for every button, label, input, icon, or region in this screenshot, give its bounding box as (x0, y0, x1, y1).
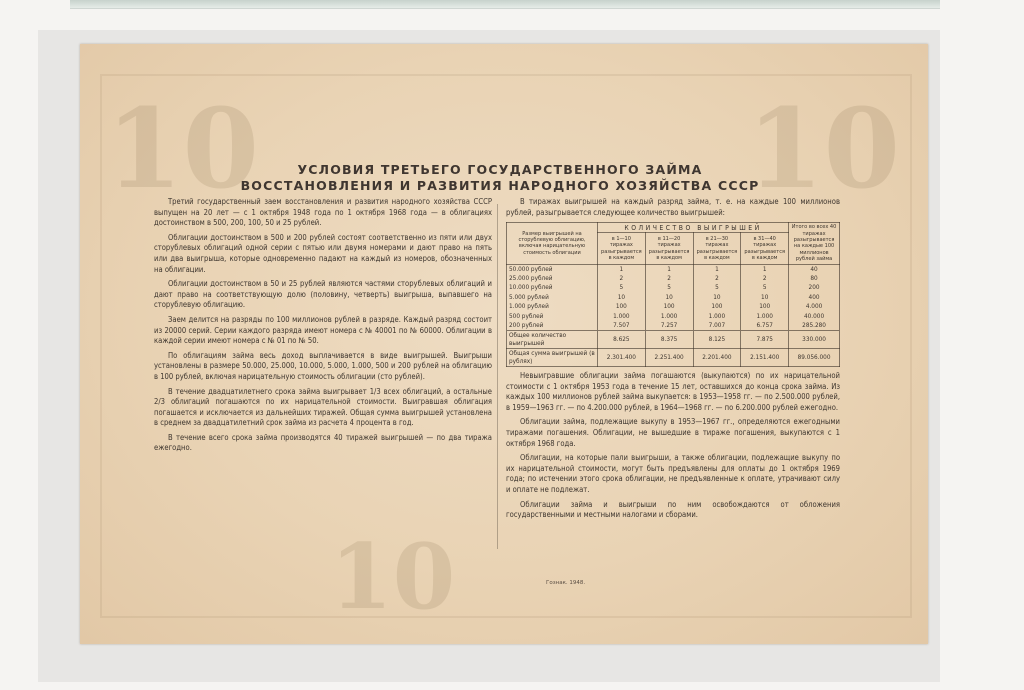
prize-table-row (507, 283, 840, 292)
prize-count-cell: 5 (741, 283, 789, 292)
prize-count-cell: 1.000 (693, 312, 741, 321)
document-title (230, 162, 770, 194)
prize-count-cell: 10 (645, 293, 693, 302)
right-intro: В тиражах выигрышей на каждый разряд займа, т. е. на каждые 100 миллионов рублей, разыгрывается следующее количество выигрышей: (506, 197, 840, 217)
prize-count-cell: 4.000 (789, 302, 840, 311)
prize-count-cell: 2 (598, 274, 646, 283)
prize-table-row (507, 302, 840, 311)
count-value: 8.625 (598, 331, 646, 349)
prize-table-row (507, 321, 840, 331)
prize-table-row (507, 264, 840, 274)
prize-count-cell: 2 (741, 274, 789, 283)
prize-count-cell: 1 (741, 264, 789, 274)
prize-table-col-header: в 21—30 тиражах разыгрывается в каждом (693, 233, 741, 264)
sum-value: 2.201.400 (693, 349, 741, 367)
prize-count-cell: 1.000 (598, 312, 646, 321)
bond-reverse-sheet (80, 44, 928, 644)
prize-count-cell: 285.280 (789, 321, 840, 331)
show-through-numeral-bottom: 10 (330, 524, 456, 630)
count-value: 330.000 (789, 331, 840, 349)
prize-table-corner-header: Размер выигрышей на сторублевую облигацию, включая нарицательную стоимость облигации (507, 223, 598, 264)
show-through-numeral-left: 10 (106, 84, 260, 213)
prize-amount-label: 10.000 рублей (507, 283, 598, 292)
left-paragraph: По облигациям займа весь доход выплачивается в виде выигрышей. Выигрыши установлены в размере 50.000, 25.000, 10.000, 5.000, 1.000, 500 и 200 рублей на облигацию в 100 рублей, включая нарицательную стоимость облигации (сто рублей). (154, 350, 492, 381)
prize-count-cell: 40.000 (789, 312, 840, 321)
prize-count-cell: 7.507 (598, 321, 646, 331)
prize-count-cell: 1.000 (645, 312, 693, 321)
sum-value: 2.301.400 (598, 349, 646, 367)
count-value: 8.375 (645, 331, 693, 349)
prize-table-col-header: в 1—10 тиражах разыгрывается в каждом (598, 233, 646, 264)
prize-count-cell: 100 (741, 302, 789, 311)
count-label: Общее количество выигрышей (507, 331, 598, 349)
prize-count-cell: 100 (598, 302, 646, 311)
prize-count-cell: 5 (693, 283, 741, 292)
prize-count-cell: 1 (598, 264, 646, 274)
left-paragraph: Заем делится на разряды по 100 миллионов рублей в разряде. Каждый разряд состоит из 20000 серий. Серии каждого разряда имеют номера с № 40001 по № 60000. Облигации в каждой серии имеют номера с № 01 по № 50. (154, 314, 492, 346)
prize-count-cell: 10 (741, 293, 789, 302)
prize-table-col-header: в 31—40 тиражах разыгрывается в каждом (741, 233, 789, 264)
show-through-numeral-right: 10 (746, 84, 900, 213)
adjacent-document-edge (70, 0, 940, 9)
prize-count-cell: 200 (789, 283, 840, 292)
sum-label: Общая сумма выигрышей (в рублях) (507, 349, 598, 367)
prize-table-body (507, 264, 840, 331)
prize-amount-label: 5.000 рублей (507, 293, 598, 302)
prize-count-cell: 1 (645, 264, 693, 274)
prize-count-cell: 80 (789, 274, 840, 283)
printer-mark: Гознак. 1948. (546, 580, 586, 586)
prize-amount-label: 1.000 рублей (507, 302, 598, 311)
column-divider (497, 204, 498, 549)
left-paragraph: Облигации достоинством в 500 и 200 рублей состоят соответственно из пяти или двух сторублевых облигаций одной серии с пятью или двумя номерами и дают право на пять или два выигрыша, которые одновременно падают на каждый из номеров, обозначенных на облигации. (154, 232, 492, 274)
sum-value: 2.251.400 (645, 349, 693, 367)
prize-count-cell: 100 (693, 302, 741, 311)
prize-amount-label: 200 рублей (507, 321, 598, 331)
prize-count-cell: 7.257 (645, 321, 693, 331)
count-value: 8.125 (693, 331, 741, 349)
prize-amount-label: 25.000 рублей (507, 274, 598, 283)
prize-count-cell: 40 (789, 264, 840, 274)
left-paragraph: Облигации достоинством в 50 и 25 рублей являются частями сторублевых облигаций и дают право на соответствующую долю (половину, четверть) выигрыша, выпавшего на сторублевую облигацию. (154, 279, 492, 310)
left-column (154, 197, 492, 458)
left-paragraph: Третий государственный заем восстановления и развития народного хозяйства СССР выпущен на 20 лет — с 1 октября 1948 года по 1 октября 1968 года — в облигациях достоинством в 500, 200, 100, 50 и 25 рублей. (154, 197, 492, 228)
prize-amount-label: 500 рублей (507, 312, 598, 321)
prize-count-cell: 10 (598, 293, 646, 302)
prize-count-cell: 100 (645, 302, 693, 311)
prize-table-total-header: Итого во всех 40 тиражах разыгрывается на каждые 100 миллионов рублей займа (789, 223, 840, 264)
prize-table-col-header: в 11—20 тиражах разыгрывается в каждом (645, 233, 693, 264)
sum-value: 2.151.400 (741, 349, 789, 367)
prize-table (506, 222, 840, 367)
prize-count-cell: 400 (789, 293, 840, 302)
title-line-2: ВОССТАНОВЛЕНИЯ И РАЗВИТИЯ НАРОДНОГО ХОЗЯЙСТВА СССР (240, 178, 760, 193)
right-column (506, 197, 840, 525)
prize-table-row (507, 274, 840, 283)
left-paragraph: В течение двадцатилетнего срока займа выигрывает 1/3 всех облигаций, а остальные 2/3 облигаций погашаются по их нарицательной стоимости. Выигравшая облигация погашается и исключается из дальнейших тиражей. Общая сумма выигрышей установлена в среднем за двадцатилетний срок займа из расчета 4 процента в год. (154, 386, 492, 428)
sum-value: 89.056.000 (789, 349, 840, 367)
prize-count-cell: 2 (645, 274, 693, 283)
prize-count-cell: 5 (598, 283, 646, 292)
prize-count-cell: 5 (645, 283, 693, 292)
prize-count-cell: 7.007 (693, 321, 741, 331)
prize-count-cell: 1.000 (741, 312, 789, 321)
prize-count-cell: 2 (693, 274, 741, 283)
right-paragraph: Облигации займа и выигрыши по ним освобождаются от обложения государственными и местными налогами и сборами. (506, 499, 840, 520)
prize-amount-label: 50.000 рублей (507, 264, 598, 274)
prize-count-cell: 6.757 (741, 321, 789, 331)
right-paragraph: Невыигравшие облигации займа погашаются (выкупаются) по их нарицательной стоимости с 1 октября 1953 года в течение 15 лет, оставшихся до конца срока займа. Из каждых 100 миллионов рублей займа выкупается: в 1953—1958 гг. — по 2.500.000 рублей, в 1959—1963 гг. — по 4.200.000 рублей, в 1964—1968 гг. — по 6.200.000 рублей ежегодно. (506, 371, 840, 412)
right-paragraph: Облигации, на которые пали выигрыши, а также облигации, подлежащие выкупу по их нарицательной стоимости, могут быть предъявлены для оплаты до 1 октября 1969 года; по истечении этого срока облигации, не предъявленные к оплате, утрачивают силу и оплате не подлежат. (506, 453, 840, 495)
title-line-1: УСЛОВИЯ ТРЕТЬЕГО ГОСУДАРСТВЕННОГО ЗАЙМА (297, 162, 703, 177)
prize-table-row (507, 312, 840, 321)
count-value: 7.875 (741, 331, 789, 349)
prize-count-cell: 10 (693, 293, 741, 302)
right-paragraph: Облигации займа, подлежащие выкупу в 1953—1967 гг., определяются ежегодными тиражами погашения. Облигации, не вышедшие в тираже погашения, выкупаются с 1 октября 1968 года. (506, 417, 840, 448)
left-paragraph: В течение всего срока займа производятся 40 тиражей выигрышей — по два тиража ежегодно. (154, 432, 492, 453)
prize-count-cell: 1 (693, 264, 741, 274)
prize-table-row (507, 293, 840, 302)
prize-table-group-header: КОЛИЧЕСТВО ВЫИГРЫШЕЙ (598, 223, 789, 233)
